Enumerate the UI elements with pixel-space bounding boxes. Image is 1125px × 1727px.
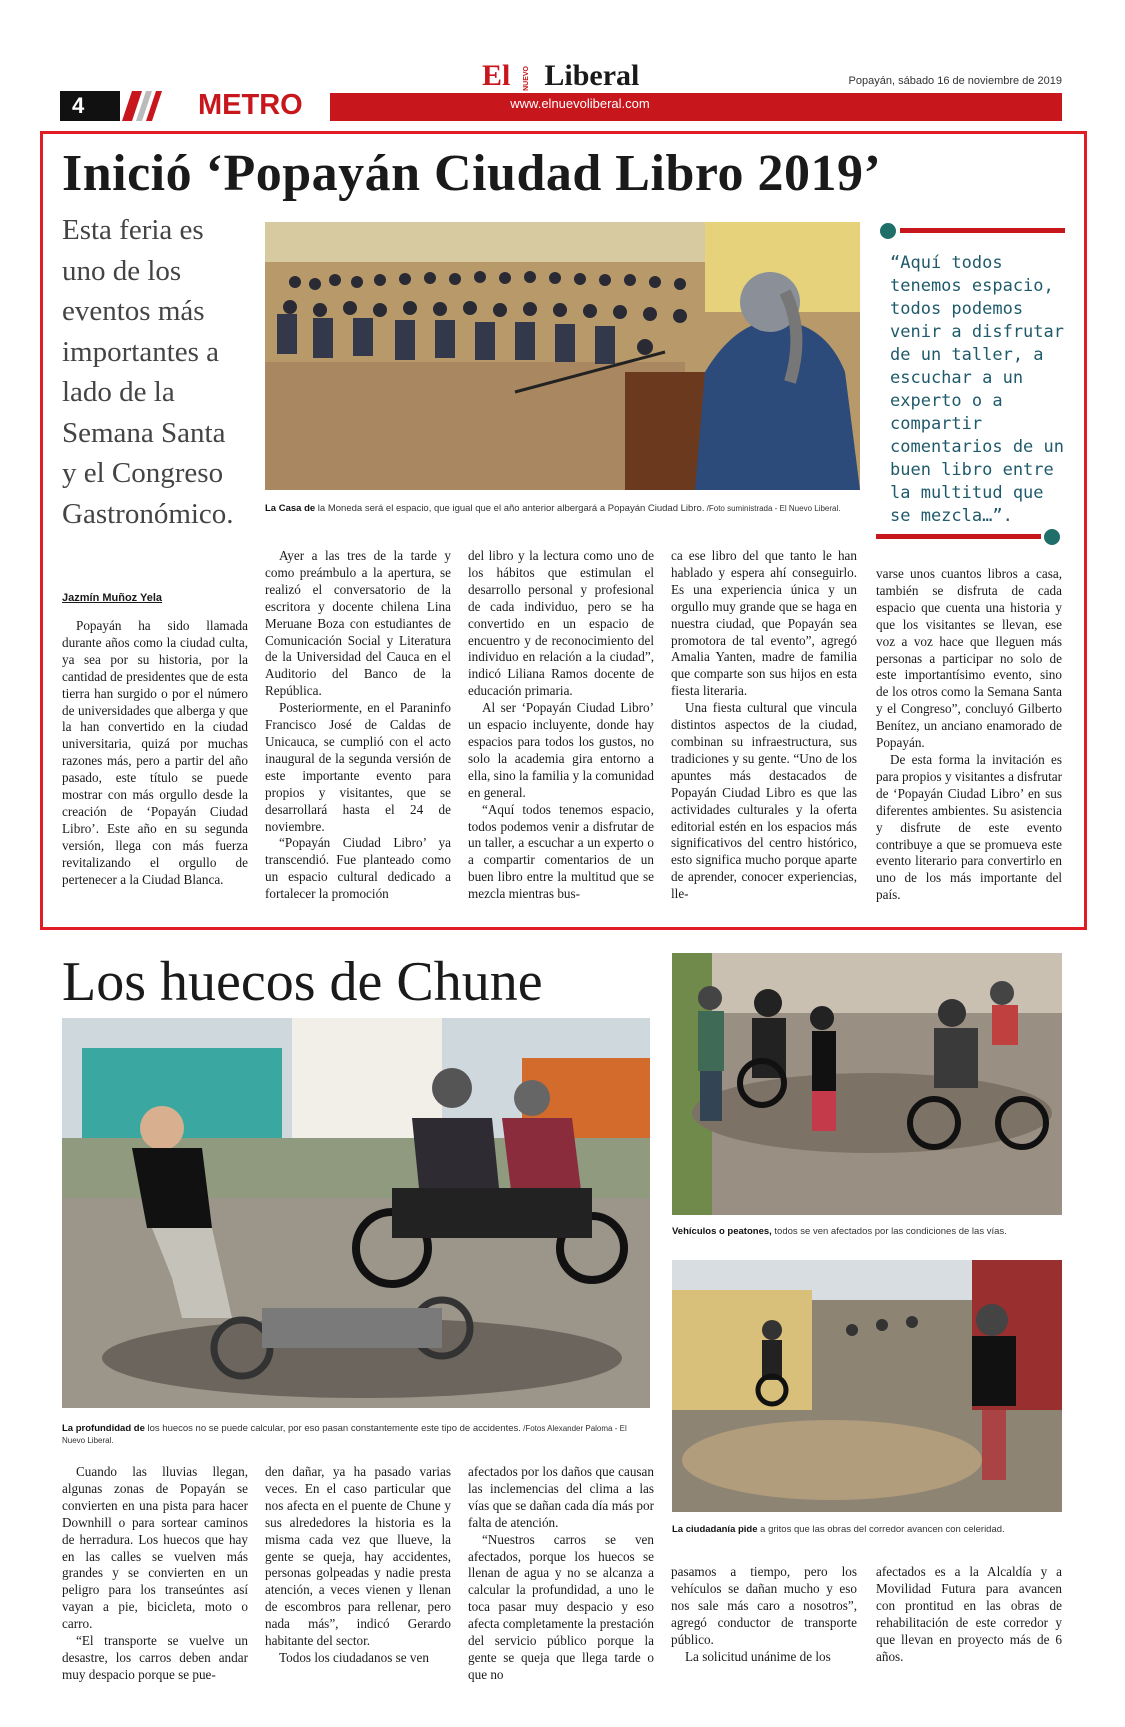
paragraph: De esta forma la invitación es para propios y visitantes a disfrutar de ‘Popayán Ciudad Libro’ en sus diferentes ambientes. Su asistencia y disfrute de este evento contribuye a que se promueva este evento literario para convertirlo en uno de los más importante del país.: [876, 751, 1062, 903]
paragraph: Cuando las lluvias llegan, algunas zonas de Popayán se convierten en una pista para hacer Downhill o para sortear caminos de herradura. Los huecos que hay en las calles se vuelven más grandes y se convierten en un peligro para los transeúntes así vayan a pie, bicicleta, moto o carro.: [62, 1464, 248, 1632]
caption-text: a gritos que las obras del corredor avancen con celeridad.: [757, 1524, 1005, 1535]
story1-column-4: [671, 548, 857, 903]
paragraph: del libro y la lectura como uno de los hábitos que estimulan el desarrollo personal y profesional de cada individuo, pero se ha convertido en un espacio de encuentro y de reconocimiento del individuo en relación a la ciudad”, indicó Liliana Ramos docente de educación primaria.: [468, 548, 654, 699]
paragraph: den dañar, ya ha pasado varias veces. En el caso particular que nos afecta en el puente de Chune y sus alrededores la historia es la misma cada vez que llueve, la gente se queja, hay accidentes, personas golpeadas y nadie presta atención, a veces vienen y llenan de escombros para rellenar, pero nada más”, indicó Gerardo habitante del sector.: [265, 1464, 451, 1649]
story2-photo-top-right: [672, 953, 1062, 1215]
story2-top-right-caption: [672, 1226, 1062, 1238]
header-red-bar: [330, 93, 1062, 121]
paragraph: Posteriormente, en el Paraninfo Francisco José de Caldas de Unicauca, se cumplió con el acto inaugural de la segunda versión de este importante evento para propios y visitantes, que se desarrollará hasta el 24 de noviembre.: [265, 700, 451, 834]
header-stripes: [118, 91, 164, 121]
logo-nuevo: NUEVO: [523, 65, 531, 91]
paragraph: Al ser ‘Popayán Ciudad Libro’ un espacio incluyente, donde hay espacios para todos los gustos, no solo la academia gira entorno a ella, sino la familia y la comunidad en general.: [468, 700, 654, 800]
logo-liberal: Liberal: [544, 59, 640, 92]
paragraph: “Aquí todos tenemos espacio, todos podemos venir a disfrutar de un taller, a escuchar a un experto o a compartir comentarios de un buen libro entre la multitud que se mezcla mientras bus-: [468, 801, 654, 902]
story1-deck: Esta feria es uno de los eventos más importantes a lado de la Semana Santa y el Congreso Gastronómico.: [62, 214, 234, 530]
story1-column-5: [876, 566, 1062, 904]
paragraph: “Popayán Ciudad Libro’ ya transcendió. Fue planteado como un espacio cultural dedicado a fortalecer la promoción: [265, 835, 451, 902]
newspaper-logo: [482, 60, 642, 92]
caption-text: los huecos no se puede calcular, por eso pasan constantemente este tipo de accidentes.: [144, 1423, 521, 1434]
story2-bottom-right-caption: [672, 1524, 1062, 1536]
story1-column-2: [265, 548, 451, 903]
story2-column-5: [876, 1564, 1062, 1665]
pull-quote-rule-top: [900, 228, 1065, 233]
caption-text: la Moneda será el espacio, que igual que el año anterior albergará a Popayán Ciudad Libro.: [315, 503, 705, 514]
caption-bold: Vehículos o peatones,: [672, 1226, 772, 1237]
caption-text: todos se ven afectados por las condiciones de las vías.: [771, 1226, 1007, 1237]
story2-column-1: [62, 1464, 248, 1684]
paragraph: afectados por los daños que causan las inclemencias del clima a las vías que se dañan cada día más por falta de atención.: [468, 1464, 654, 1530]
story2-column-3: [468, 1464, 654, 1684]
paragraph: “Nuestros carros se ven afectados, porque los huecos se llenan de agua y no se alcanza a calcular la profundidad, a uno le toca pasar muy despacio y eso afecta completamente la prestación del servicio público porque la gente se queja que llega tarde o que no: [468, 1531, 654, 1682]
story2-photo-main: [62, 1018, 650, 1408]
paragraph: ca ese libro del que tanto le han hablado y espera ahí conseguirlo. Es una experiencia única y un orgullo muy grande que se haga en nuestra ciudad, que Popayán sea promotora de tal evento”, agregó Amalia Yanten, madre de familia que comparte son sus hijos en esta fiesta literaria.: [671, 548, 857, 699]
caption-credit: /Foto suministrada - El Nuevo Liberal.: [704, 504, 841, 513]
paragraph: afectados es a la Alcaldía y a Movilidad Futura para avancen con prontitud en las obras de rehabilitación de este corredor y que llevan en proyecto más de 6 años.: [876, 1564, 1062, 1664]
story2-column-4: [671, 1564, 857, 1665]
paragraph: “El transporte se vuelve un desastre, los carros deben andar muy despacio porque se pue-: [62, 1633, 248, 1682]
story1-photo-caption: [265, 503, 860, 515]
story2-photo-bottom-right: [672, 1260, 1062, 1512]
caption-bold: La profundidad de: [62, 1423, 145, 1434]
paragraph: varse unos cuantos libros a casa, también se disfruta de cada espacio que cuenta una historia y que los visitantes se llevan, ese voz a voz hace que lleguen más personas a participar no solo de este importantísimo evento, sino de los otros como la Semana Santa y el Congreso”, concluyó Gilberto Benítez, un anciano enamorado de Popayán.: [876, 566, 1062, 751]
pull-quote-dot-top: [880, 223, 896, 239]
caption-bold: La ciudadanía pide: [672, 1524, 758, 1535]
page-number: 4: [60, 91, 120, 121]
paragraph: La solicitud unánime de los: [685, 1648, 831, 1664]
pull-quote-dot-bottom: [1044, 529, 1060, 545]
pull-quote-rule-bottom: [876, 534, 1041, 539]
story2-main-caption: [62, 1423, 650, 1447]
paragraph: Todos los ciudadanos se ven: [279, 1649, 429, 1665]
logo-el: El: [482, 59, 511, 92]
caption-credit: /Fotos Alexander Paloma - El Nuevo Liberal.: [62, 1424, 627, 1445]
story1-column-3: [468, 548, 654, 903]
story2-column-2: [265, 1464, 451, 1667]
story1-column-1: [62, 618, 248, 889]
story1-headline: Inició ‘Popayán Ciudad Libro 2019’: [62, 145, 882, 202]
paragraph: Una fiesta cultural que vincula distintos aspectos de la ciudad, combinan su infraestructura, sus tradiciones y su gente. “Uno de los apuntes más destacados de Popayán Ciudad Libro es que las actividades culturales y la oferta editorial estén en los espacios más significativos del centro histórico, esto significa mucho porque aparte de aprender, conocer experiencias, lle-: [671, 700, 857, 902]
paragraph: pasamos a tiempo, pero los vehículos se dañan mucho y eso nos sale más caro a nosotros”, agregó conductor de transporte público.: [671, 1564, 857, 1647]
dateline: Popayán, sábado 16 de noviembre de 2019: [848, 75, 1062, 87]
caption-bold: La Casa de: [265, 503, 316, 514]
paragraph: Popayán ha sido llamada durante años como la ciudad culta, ya sea por su historia, por la cantidad de presidentes que de esta tierra han surgido o por el número de universidades que alberga y que la han convertido en la ciudad universitaria, quizá por muchas razones más, pero a partir del año pasado, este título se puede mostrar con más orgullo desde la creación de ‘Popayán Ciudad Libro’. Este año en su segunda versión, llega con más fuerza revitalizando el orgullo de pertenecer a la Ciudad Blanca.: [62, 618, 248, 887]
story2-headline: Los huecos de Chune: [62, 951, 543, 1013]
pull-quote: “Aquí todos tenemos espacio, todos podemos venir a disfrutar de un taller, a escuchar a un experto o a compartir comentarios de un buen libro entre la multitud que se mezcla…”.: [890, 253, 1064, 526]
story1-photo-auditorium: [265, 222, 860, 490]
site-url[interactable]: www.elnuevoliberal.com: [510, 96, 650, 111]
story1-byline: Jazmín Muñoz Yela: [62, 592, 163, 604]
paragraph: Ayer a las tres de la tarde y como preámbulo a la apertura, se realizó el conversatorio de la escritora y docente chilena Lina Meruane Boza con estudiantes de Comunicación Social y Literatura de la Universidad del Cauca en el Auditorio del Banco de la República.: [265, 548, 451, 699]
section-label: METRO: [198, 89, 303, 121]
